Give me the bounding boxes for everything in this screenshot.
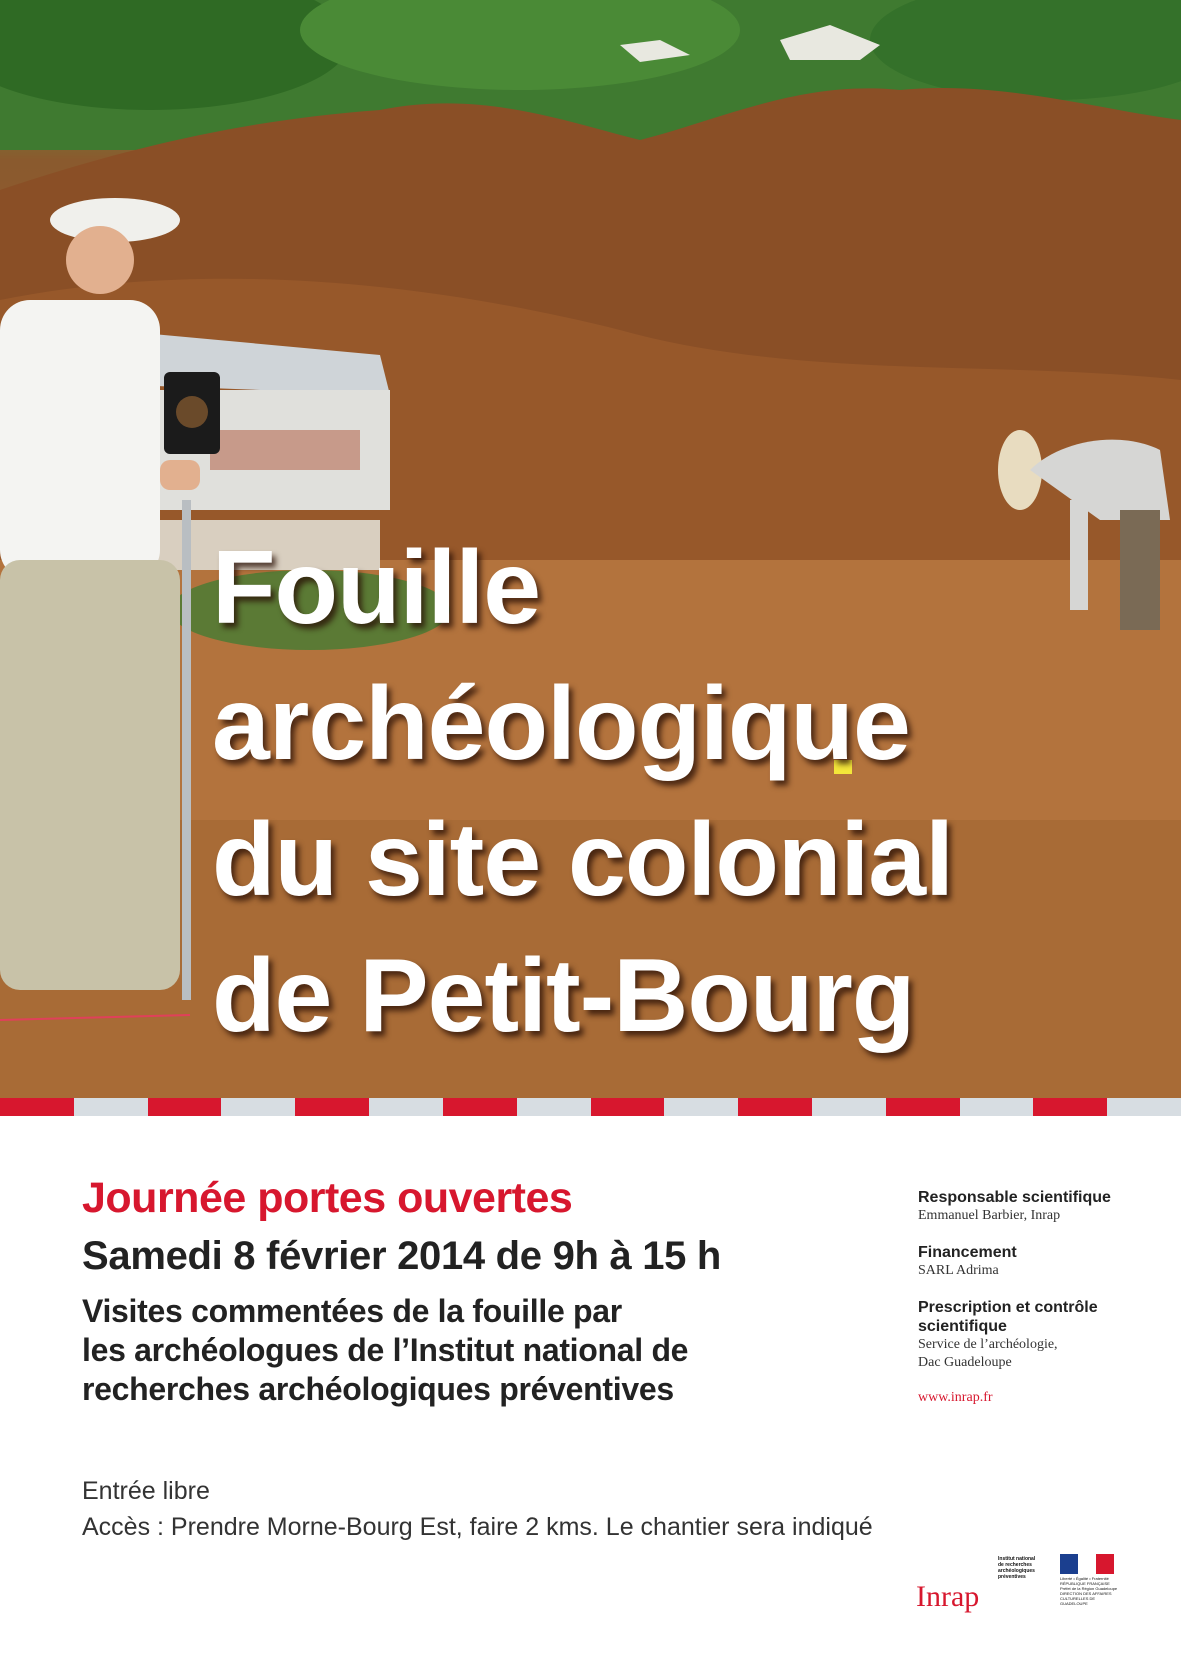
- event-description: [82, 1292, 862, 1409]
- credit-title: Financement: [918, 1244, 1017, 1261]
- inrap-tagline: Institut national de recherches archéologiques préventives: [998, 1556, 1036, 1580]
- description-line: Visites commentées de la fouille par: [82, 1293, 622, 1329]
- poster-title: [212, 520, 953, 1064]
- credit-value-line: Emmanuel Barbier, Inrap: [918, 1208, 1061, 1223]
- decorative-stripe: [0, 1098, 1181, 1116]
- description-line: les archéologues de l’Institut national de: [82, 1332, 689, 1368]
- credit-value-line: Dac Guadeloupe: [918, 1355, 1012, 1370]
- entry-text: Entrée libre: [82, 1477, 210, 1505]
- credits: [918, 1188, 1158, 1406]
- access-info: [82, 1473, 873, 1545]
- inrap-logo: [912, 1556, 1036, 1626]
- french-flag-icon: [1060, 1554, 1114, 1574]
- rf-caption: Liberté • Égalité • Fraternité RÉPUBLIQUE FRANÇAISE Préfet de la Région Guadeloupe DIRECTION DES AFFAIRES CULTURELLES DE GUADELOUPE: [1060, 1576, 1118, 1606]
- title-line: du site colonial: [212, 802, 953, 918]
- credit-title: Prescription et contrôle scientifique: [918, 1299, 1098, 1335]
- credit-value: [918, 1336, 1158, 1372]
- credit-title: Responsable scientifique: [918, 1189, 1111, 1206]
- website-link[interactable]: www.inrap.fr: [918, 1390, 993, 1405]
- description-line: recherches archéologiques préventives: [82, 1371, 674, 1407]
- event-date: Samedi 8 février 2014 de 9h à 15 h: [82, 1234, 722, 1278]
- access-text: Accès : Prendre Morne-Bourg Est, faire 2 kms. Le chantier sera indiqué: [82, 1513, 873, 1541]
- event-info: [82, 1172, 862, 1409]
- title-line: archéologique: [212, 666, 910, 782]
- credit-value-line: Service de l’archéologie,: [918, 1337, 1058, 1352]
- inrap-wordmark: Inrap: [916, 1580, 980, 1613]
- credit-value: [918, 1207, 1158, 1225]
- event-subtitle: Journée portes ouvertes: [82, 1174, 573, 1222]
- title-line: de Petit-Bourg: [212, 938, 915, 1054]
- title-line: Fouille: [212, 530, 541, 646]
- credit-value-line: SARL Adrima: [918, 1263, 999, 1278]
- republique-francaise-logo: [1060, 1554, 1130, 1634]
- credit-value: [918, 1262, 1158, 1280]
